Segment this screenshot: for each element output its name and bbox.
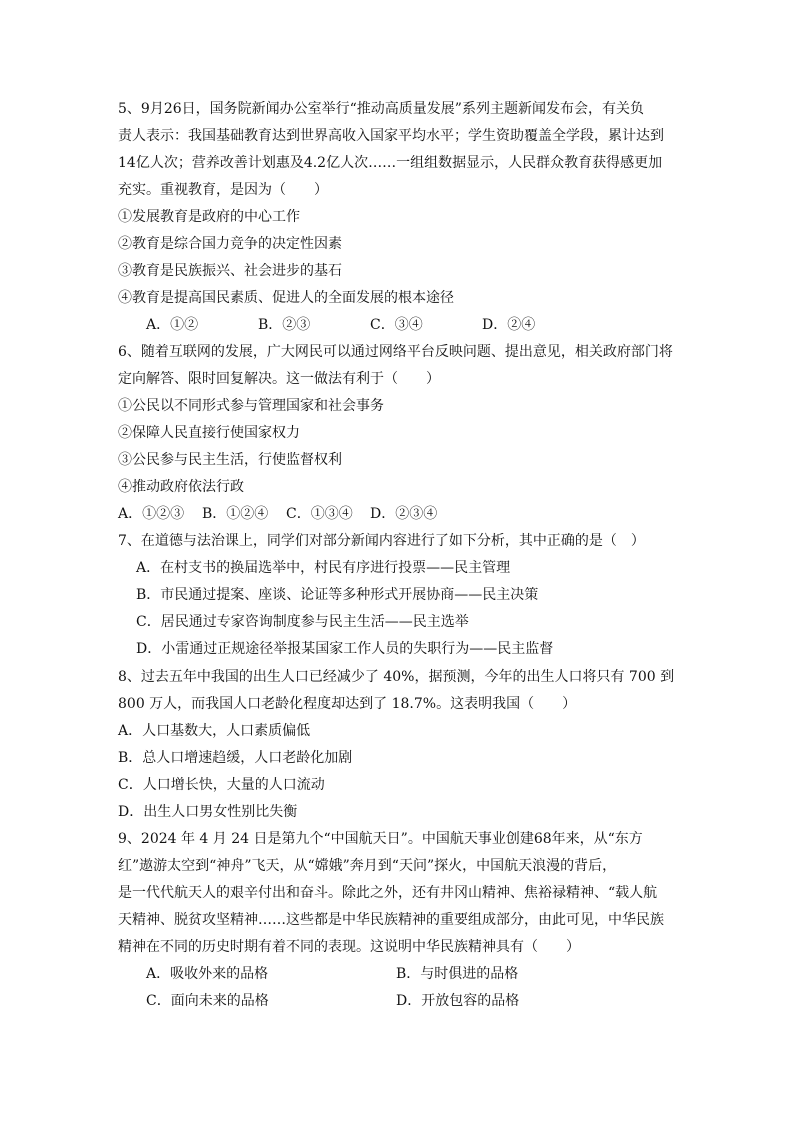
question-6-stem-line-1: 6、随着互联网的发展，广大网民可以通过网络平台反映问题、提出意见，相关政府部门将 [118,344,673,360]
question-9-stem-line-2: 红”遨游太空到“神舟”飞天，从“嫦娥”奔月到“天问”探火，中国航天浪漫的背后， [118,858,617,874]
question-5-option-c: C．③④ [370,317,423,333]
question-9-stem-line-4: 天精神、脱贫攻坚精神……这些都是中华民族精神的重要组成部分，由此可见，中华民族 [118,912,664,928]
question-5-stem-line-3: 14亿人次；营养改善计划惠及4.2亿人次……一组组数据显示，人民群众教育获得感更加 [118,155,663,171]
question-5-stem-line-2: 责人表示：我国基础教育达到世界高收入国家平均水平；学生资助覆盖全学段，累计达到 [118,128,664,144]
question-5-option-a: A．①② [146,317,199,333]
question-9-option-d: D．开放包容的品格 [396,993,520,1009]
question-6-option-d: D．②③④ [370,506,438,522]
question-9-stem-line-3: 是一代代航天人的艰辛付出和奋斗。除此之外，还有井冈山精神、焦裕禄精神、“载人航 [118,885,658,901]
question-5-option-b: B．②③ [258,317,311,333]
question-5-stem-line-4: 充实。重视教育，是因为（ ） [118,182,328,198]
question-5-statement-1: ①发展教育是政府的中心工作 [118,209,300,225]
question-6-option-b: B．①②④ [202,506,269,522]
question-9-option-c: C．面向未来的品格 [146,993,269,1009]
question-8-option-a: A．人口基数大，人口素质偏低 [118,723,311,739]
question-8-stem-line-2: 800 万人，而我国人口老龄化程度却达到了 18.7%。这表明我国（ ） [118,696,577,712]
question-8-stem-line-1: 8、过去五年中我国的出生人口已经减少了 40%，据预测，今年的出生人口将只有 700 到 [118,669,675,685]
question-6-statement-2: ②保障人民直接行使国家权力 [118,425,300,441]
question-6-statement-1: ①公民以不同形式参与管理国家和社会事务 [118,398,384,414]
question-6-option-a: A．①②③ [118,506,185,522]
question-7-stem-line-1: 7、在道德与法治课上，同学们对部分新闻内容进行了如下分析，其中正确的是（ ） [118,533,645,549]
question-7-option-b: B．市民通过提案、座谈、论证等多种形式开展协商——民主决策 [136,587,539,603]
question-5-statement-4: ④教育是提高国民素质、促进人的全面发展的根本途径 [118,290,454,306]
question-6-stem-line-2: 定向解答、限时回复解决。这一做法有利于（ ） [118,371,440,387]
question-6-statement-4: ④推动政府依法行政 [118,479,244,495]
question-8-option-b: B．总人口增速趋缓，人口老龄化加剧 [118,750,353,766]
question-5-stem-line-1: 5、9月26日，国务院新闻办公室举行“推动高质量发展”系列主题新闻发布会，有关负 [118,101,644,117]
question-5-option-d: D．②④ [482,317,536,333]
question-6-statement-3: ③公民参与民主生活，行使监督权利 [118,452,342,468]
question-6-option-c: C．①③④ [286,506,353,522]
question-5-statement-3: ③教育是民族振兴、社会进步的基石 [118,263,342,279]
question-9-stem-line-5: 精神在不同的历史时期有着不同的表现。这说明中华民族精神具有（ ） [118,939,580,955]
question-5-statement-2: ②教育是综合国力竞争的决定性因素 [118,236,342,252]
question-7-option-d: D．小雷通过正规途径举报某国家工作人员的失职行为——民主监督 [136,641,554,657]
question-7-option-a: A．在村支书的换届选举中，村民有序进行投票——民主管理 [136,560,511,576]
question-8-option-d: D．出生人口男女性别比失衡 [118,804,298,820]
question-9-option-a: A．吸收外来的品格 [146,966,269,982]
question-8-option-c: C．人口增长快，大量的人口流动 [118,777,325,793]
question-9-option-b: B．与时俱进的品格 [396,966,519,982]
question-7-option-c: C．居民通过专家咨询制度参与民主生活——民主选举 [136,614,469,630]
question-9-stem-line-1: 9、2024 年 4 月 24 日是第九个“中国航天日”。中国航天事业创建68年来，从“东方 [118,831,643,847]
